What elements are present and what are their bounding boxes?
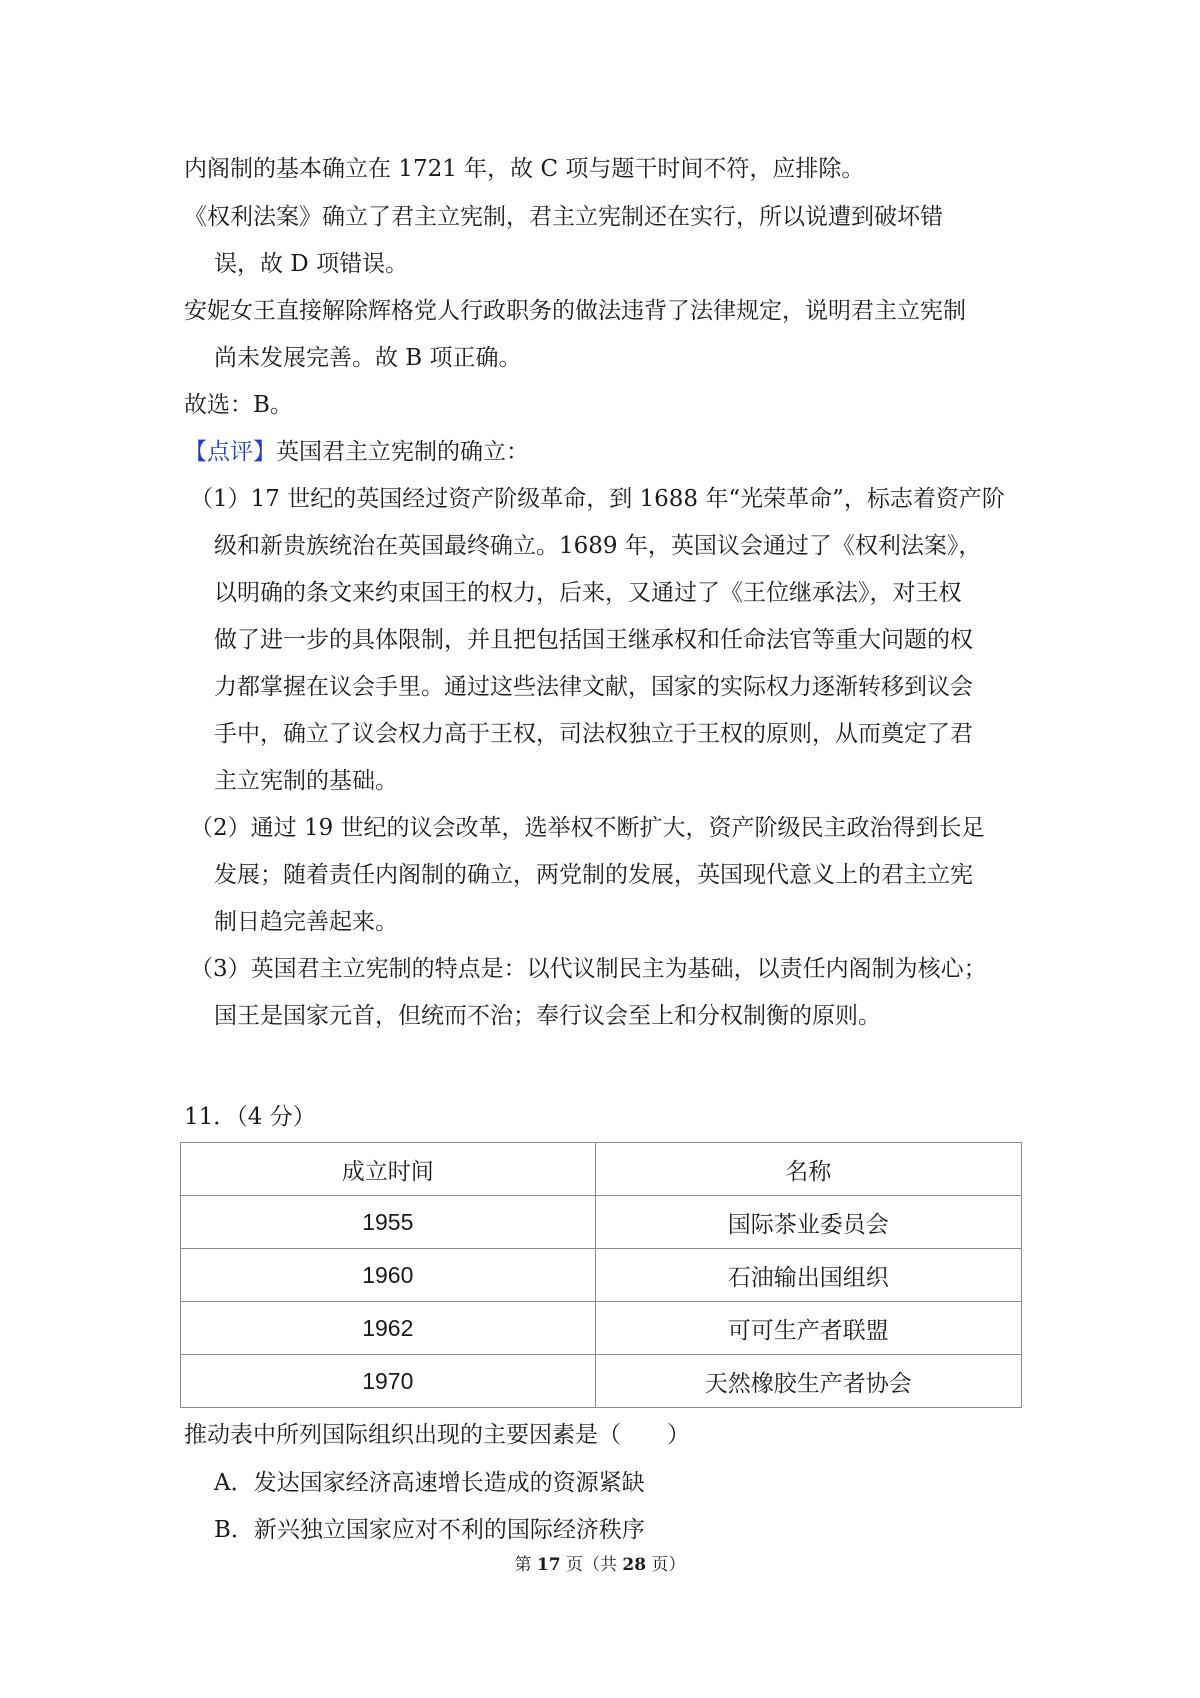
paragraph-option-b-line1: 安妮女王直接解除辉格党人行政职务的做法违背了法律规定，说明君主立宪制 <box>184 298 966 324</box>
paragraph-option-c: 内阁制的基本确立在 1721 年，故 C 项与题干时间不符，应排除。 <box>184 156 865 182</box>
review-item-1-line4: 做了进一步的具体限制，并且把包括国王继承权和任命法官等重大问题的权 <box>214 627 973 653</box>
review-item-2-line3: 制日趋完善起来。 <box>214 909 398 935</box>
footer-suffix: 页） <box>646 1555 686 1575</box>
review-item-1-text: 17 世纪的英国经过资产阶级革命，到 1688 年“光荣革命”，标志着资产阶 <box>250 486 1005 512</box>
table-cell-name: 可可生产者联盟 <box>595 1302 1021 1355</box>
footer-page-number: 17 <box>536 1555 561 1575</box>
review-item-3-line2: 国王是国家元首，但统而不治；奉行议会至上和分权制衡的原则。 <box>214 1003 881 1029</box>
question-stem: 推动表中所列国际组织出现的主要因素是（ ） <box>184 1422 690 1448</box>
table-row <box>181 1196 1022 1249</box>
review-item-2-number: （2） <box>190 815 251 841</box>
paragraph-option-d-line2: 误，故 D 项错误。 <box>214 251 409 277</box>
paragraph-option-b-line2: 尚未发展完善。故 B 项正确。 <box>214 345 522 371</box>
footer-prefix: 第 <box>514 1555 537 1575</box>
answer-line: 故选：B。 <box>184 392 293 418</box>
option-b: B．新兴独立国家应对不利的国际经济秩序 <box>214 1517 645 1543</box>
table-cell-name: 石油输出国组织 <box>595 1249 1021 1302</box>
table-cell-year: 1955 <box>181 1196 596 1249</box>
question-number: 11．（4 分） <box>184 1104 316 1130</box>
review-item-1-line1 <box>190 476 1026 523</box>
table-row <box>181 1355 1022 1408</box>
review-heading <box>184 429 1026 476</box>
review-item-1-number: （1） <box>190 486 251 512</box>
organizations-table <box>180 1142 1022 1408</box>
review-item-3-line1 <box>190 946 1026 993</box>
table-cell-year: 1970 <box>181 1355 596 1408</box>
review-item-1-line7: 主立宪制的基础。 <box>214 768 398 794</box>
option-a: A．发达国家经济高速增长造成的资源紧缺 <box>214 1470 645 1496</box>
table-cell-name: 天然橡胶生产者协会 <box>595 1355 1021 1408</box>
review-item-1-line2: 级和新贵族统治在英国最终确立。1689 年，英国议会通过了《权利法案》， <box>214 533 982 559</box>
review-item-3-text: 英国君主立宪制的特点是：以代议制民主为基础，以责任内阁制为核心； <box>250 956 987 982</box>
table-cell-year: 1962 <box>181 1302 596 1355</box>
table-header-cell: 名称 <box>595 1143 1021 1196</box>
footer-middle: 页（共 <box>560 1555 623 1575</box>
review-item-2-line1 <box>190 805 1026 852</box>
table-row <box>181 1249 1022 1302</box>
table-cell-year: 1960 <box>181 1249 596 1302</box>
review-title: 英国君主立宪制的确立： <box>276 439 529 465</box>
table-header-cell: 成立时间 <box>181 1143 596 1196</box>
table-header-row <box>181 1143 1022 1196</box>
table-row <box>181 1302 1022 1355</box>
review-item-2-line2: 发展；随着责任内阁制的确立，两党制的发展，英国现代意义上的君主立宪 <box>214 862 973 888</box>
table-cell-name: 国际茶业委员会 <box>595 1196 1021 1249</box>
review-item-1-line3: 以明确的条文来约束国王的权力，后来，又通过了《王位继承法》，对王权 <box>214 580 962 606</box>
review-item-2-text: 通过 19 世纪的议会改革，选举权不断扩大，资产阶级民主政治得到长足 <box>250 815 985 841</box>
page-footer <box>0 1550 1200 1575</box>
review-item-1-line5: 力都掌握在议会手里。通过这些法律文献，国家的实际权力逐渐转移到议会 <box>214 674 973 700</box>
paragraph-option-d-line1: 《权利法案》确立了君主立宪制，君主立宪制还在实行，所以说遭到破坏错 <box>184 204 943 230</box>
review-item-3-number: （3） <box>190 956 251 982</box>
review-tag: 【点评】 <box>184 439 276 465</box>
footer-total-pages: 28 <box>622 1555 647 1575</box>
review-item-1-line6: 手中，确立了议会权力高于王权，司法权独立于王权的原则，从而奠定了君 <box>214 721 973 747</box>
